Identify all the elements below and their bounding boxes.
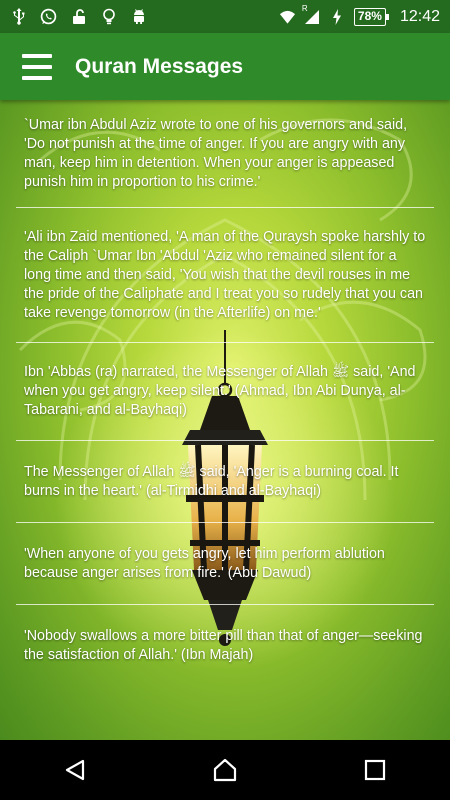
lightbulb-icon: [100, 8, 117, 25]
app-bar: [0, 33, 450, 100]
message-list: [0, 100, 450, 687]
list-item[interactable]: [16, 100, 434, 208]
home-icon[interactable]: [205, 750, 245, 790]
list-item[interactable]: [16, 208, 434, 343]
android-icon: [130, 8, 147, 25]
wifi-icon: [279, 8, 296, 25]
message-text: 'Ali ibn Zaid mentioned, 'A man of the Quraysh spoke harshly to the Caliph `Umar Ibn 'Abdul 'Aziz who remained silent for a long time and then said, 'You wish that the devil rouses in me the pride of the Caliphate and I treat you so rudely that you can take revenge tomorrow (in the Afterlife) on me.': [24, 228, 426, 321]
message-text: 'When anyone of you gets angry, let him perform ablution because anger arises from fire.' (Abu Dawud): [24, 545, 385, 581]
status-clock: 12:42: [399, 7, 440, 25]
back-icon[interactable]: [55, 750, 95, 790]
unlock-icon: [70, 8, 87, 25]
message-text: 'Nobody swallows a more bitter pill than that of anger—seeking the satisfaction of Allah.' (Ibn Majah): [24, 628, 423, 663]
navigation-bar: [0, 740, 450, 800]
list-item[interactable]: [16, 441, 434, 523]
whatsapp-icon: [40, 8, 57, 25]
list-item[interactable]: [16, 605, 434, 687]
signal-label: R: [301, 4, 308, 13]
messages-content[interactable]: [0, 100, 450, 740]
charging-icon: [329, 8, 346, 25]
system-icons: [279, 4, 440, 26]
list-item[interactable]: [16, 343, 434, 441]
signal-icon: [301, 4, 321, 25]
hamburger-menu-icon[interactable]: [22, 54, 52, 80]
page-title: Quran Messages: [75, 54, 244, 78]
message-text: `Umar ibn Abdul Aziz wrote to one of his governors and said, 'Do not punish at the time of anger. If you are angry with any man, keep him in detention. When your anger is appeased punish him in proportion to his crime.': [24, 116, 408, 190]
recents-icon[interactable]: [355, 750, 395, 790]
message-text: The Messenger of Allah ﷺ said, 'Anger is a burning coal. It burns in the heart.' (al-Tirmidhi and al-Bayhaqi): [24, 463, 399, 499]
list-item[interactable]: [16, 523, 434, 605]
status-bar: [0, 0, 450, 33]
battery-indicator: 78%: [354, 8, 386, 26]
notification-icons: [10, 8, 147, 25]
message-text: Ibn 'Abbas (ra) narrated, the Messenger of Allah ﷺ said, 'And when you get angry, keep silent.' (Ahmad, Ibn Abi Dunya, al-Tabarani, and al-Bayhaqi): [24, 364, 416, 418]
usb-icon: [10, 8, 27, 25]
